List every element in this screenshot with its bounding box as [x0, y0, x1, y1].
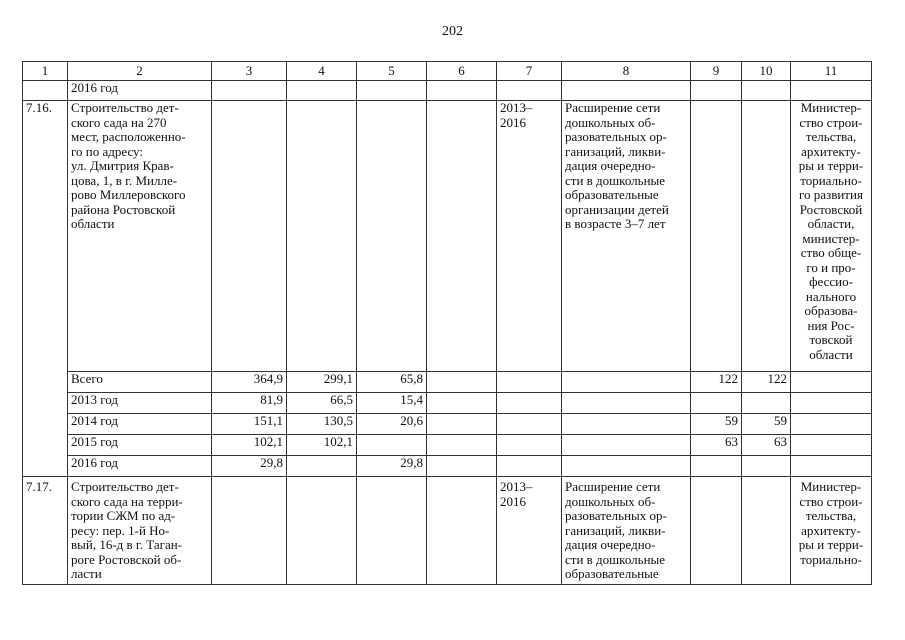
table-row: [23, 393, 872, 414]
col-header-11: 11: [791, 62, 872, 81]
page-number: 202: [442, 24, 463, 39]
cell-regional: 66,5: [287, 393, 357, 414]
cell-regional: [287, 81, 357, 101]
row-id: [23, 435, 68, 456]
cell-local: [357, 477, 427, 585]
cell-places-2: 63: [742, 435, 791, 456]
row-name: Строительство дет- ского сада на терри- тории СЖМ по ад- ресу: пер. 1-й Но- вый, 16-д в г. Таган- роге Ростовской об- ласти: [68, 477, 212, 585]
cell-period: [497, 435, 562, 456]
cell-responsible: [791, 81, 872, 101]
cell-total: [212, 101, 287, 372]
cell-result: Расширение сети дошкольных об- разовательных ор- ганизаций, ликви- дация очередно- сти в дошкольные образовательные организации детей в возрасте 3–7 лет: [562, 101, 691, 372]
cell-period: [497, 414, 562, 435]
cell-result: Расширение сети дошкольных об- разовательных ор- ганизаций, ликви- дация очередно- сти в дошкольные образовательные: [562, 477, 691, 585]
row-id: [23, 414, 68, 435]
cell-extrabudget: [427, 393, 497, 414]
program-table: [22, 61, 872, 585]
cell-result: [562, 414, 691, 435]
cell-local: 15,4: [357, 393, 427, 414]
table-row: [23, 414, 872, 435]
col-header-10: 10: [742, 62, 791, 81]
cell-places-1: [691, 393, 742, 414]
cell-places-1: 59: [691, 414, 742, 435]
cell-regional: 102,1: [287, 435, 357, 456]
row-name: 2016 год: [68, 81, 212, 101]
cell-extrabudget: [427, 372, 497, 393]
cell-regional: [287, 477, 357, 585]
cell-result: [562, 435, 691, 456]
cell-period: 2013– 2016: [497, 101, 562, 372]
cell-places-1: 63: [691, 435, 742, 456]
cell-responsible: [791, 435, 872, 456]
cell-total: 151,1: [212, 414, 287, 435]
cell-local: 20,6: [357, 414, 427, 435]
row-name: Строительство дет- ского сада на 270 мест, расположенно- го по адресу: ул. Дмитрия Крав- цова, 1, в г. Милле- рово Миллеровского района Ростовской области: [68, 101, 212, 372]
cell-responsible: [791, 414, 872, 435]
row-id: [23, 81, 68, 101]
table-row: [23, 372, 872, 393]
table-row: [23, 435, 872, 456]
cell-responsible: [791, 393, 872, 414]
cell-period: [497, 393, 562, 414]
table-row: [23, 456, 872, 477]
table-row: [23, 101, 872, 372]
cell-responsible: Министер- ство строи- тельства, архитекту- ры и терри- ториально-: [791, 477, 872, 585]
cell-local: [357, 435, 427, 456]
cell-places-1: 122: [691, 372, 742, 393]
col-header-1: 1: [23, 62, 68, 81]
col-header-3: 3: [212, 62, 287, 81]
cell-responsible: Министер- ство строи- тельства, архитекту- ры и терри- ториально- го развития Ростовской области, министер- ство обще- го и про- фессио- нального образова- ния Рос- товской области: [791, 101, 872, 372]
cell-extrabudget: [427, 414, 497, 435]
row-id: 7.17.: [23, 477, 68, 585]
col-header-9: 9: [691, 62, 742, 81]
col-header-8: 8: [562, 62, 691, 81]
cell-total: [212, 477, 287, 585]
cell-result: [562, 456, 691, 477]
cell-extrabudget: [427, 81, 497, 101]
cell-places-2: 59: [742, 414, 791, 435]
column-number-header: [23, 62, 872, 81]
cell-extrabudget: [427, 477, 497, 585]
cell-total: [212, 81, 287, 101]
row-name: 2015 год: [68, 435, 212, 456]
row-name: 2014 год: [68, 414, 212, 435]
cell-total: 29,8: [212, 456, 287, 477]
cell-regional: [287, 456, 357, 477]
col-header-5: 5: [357, 62, 427, 81]
cell-period: [497, 81, 562, 101]
cell-places-1: [691, 477, 742, 585]
row-id: [23, 372, 68, 393]
cell-extrabudget: [427, 435, 497, 456]
col-header-6: 6: [427, 62, 497, 81]
table-row: [23, 81, 872, 101]
row-id: 7.16.: [23, 101, 68, 372]
cell-local: [357, 101, 427, 372]
cell-extrabudget: [427, 456, 497, 477]
cell-regional: [287, 101, 357, 372]
cell-regional: 130,5: [287, 414, 357, 435]
cell-places-2: [742, 101, 791, 372]
cell-places-1: [691, 456, 742, 477]
col-header-4: 4: [287, 62, 357, 81]
cell-responsible: [791, 372, 872, 393]
cell-result: [562, 81, 691, 101]
cell-result: [562, 393, 691, 414]
cell-total: 81,9: [212, 393, 287, 414]
cell-places-2: [742, 81, 791, 101]
cell-total: 364,9: [212, 372, 287, 393]
col-header-7: 7: [497, 62, 562, 81]
cell-total: 102,1: [212, 435, 287, 456]
cell-period: [497, 372, 562, 393]
cell-extrabudget: [427, 101, 497, 372]
col-header-2: 2: [68, 62, 212, 81]
cell-responsible: [791, 456, 872, 477]
cell-places-2: [742, 477, 791, 585]
cell-places-1: [691, 81, 742, 101]
table-row: [23, 477, 872, 585]
row-name: 2016 год: [68, 456, 212, 477]
cell-places-2: 122: [742, 372, 791, 393]
row-name: 2013 год: [68, 393, 212, 414]
row-name: Всего: [68, 372, 212, 393]
cell-places-2: [742, 456, 791, 477]
cell-period: 2013– 2016: [497, 477, 562, 585]
cell-regional: 299,1: [287, 372, 357, 393]
cell-places-2: [742, 393, 791, 414]
cell-places-1: [691, 101, 742, 372]
cell-local: 65,8: [357, 372, 427, 393]
cell-result: [562, 372, 691, 393]
cell-period: [497, 456, 562, 477]
cell-local: 29,8: [357, 456, 427, 477]
cell-local: [357, 81, 427, 101]
row-id: [23, 456, 68, 477]
row-id: [23, 393, 68, 414]
